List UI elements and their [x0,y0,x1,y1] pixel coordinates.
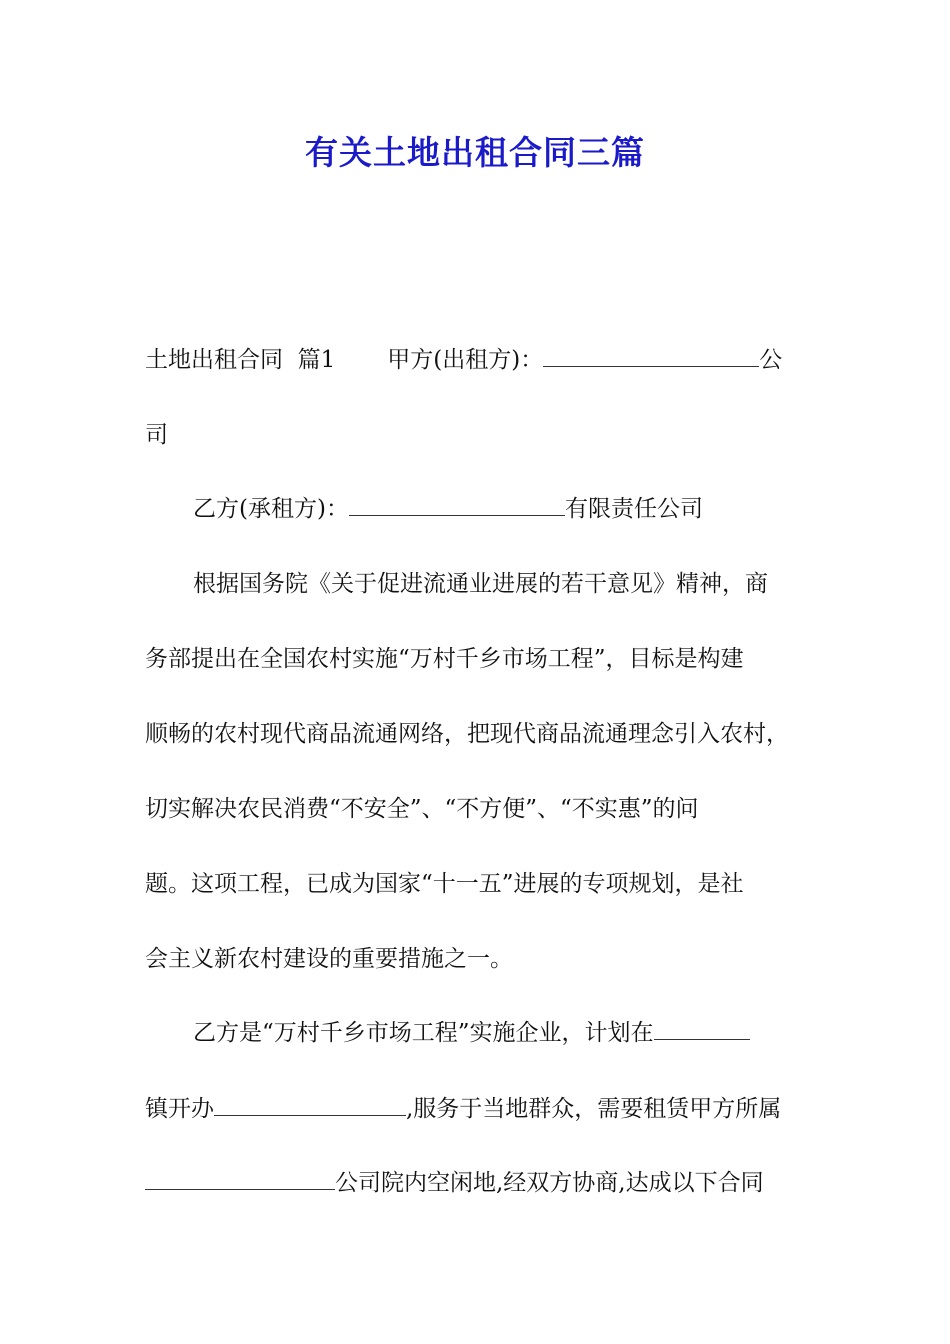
company-blank[interactable] [145,1167,335,1190]
paragraph-line-2: 司 [145,422,168,448]
town-blank[interactable] [654,1017,750,1040]
party-b-label: 乙方(承租方)： [193,496,349,522]
party-a-suffix: 公 [759,347,783,373]
paragraph-line-5: 务部提出在全国农村实施“万村千乡市场工程”，目标是构建 [145,646,744,672]
section-heading: 土地出租合同 [145,347,283,373]
document-title: 有关土地出租合同三篇 [305,133,645,172]
paragraph-line-3 [193,492,863,526]
paragraph-line-9: 会主义新农村建设的重要措施之一。 [145,946,513,972]
paragraph-line-6: 顺畅的农村现代商品流通网络，把现代商品流通理念引入农村， [145,721,789,747]
party-b-suffix: 有限责任公司 [564,496,703,522]
party-a-blank[interactable] [543,344,759,367]
paragraph-line-8: 题。这项工程，已成为国家“十一五”进展的专项规划，是社 [145,871,744,897]
party-a-label: 甲方(出租方)： [387,347,544,373]
paragraph-line-1 [145,343,815,377]
section-number: 篇1 [297,347,336,373]
party-b-blank[interactable] [349,493,565,516]
paragraph-line-10: 乙方是“万村千乡市场工程”实施企业，计划在 [193,1016,863,1050]
paragraph-line-12: 公司院内空闲地,经双方协商,达成以下合同 [145,1166,815,1200]
paragraph-line-4: 根据国务院《关于促进流通业进展的若干意见》精神，商 [193,571,768,597]
paragraph-line-11: 镇开办 ,服务于当地群众，需要租赁甲方所属 [145,1092,815,1126]
store-blank[interactable] [214,1093,406,1116]
paragraph-line-7: 切实解决农民消费“不安全”、“不方便”、“不实惠”的问 [145,796,699,822]
